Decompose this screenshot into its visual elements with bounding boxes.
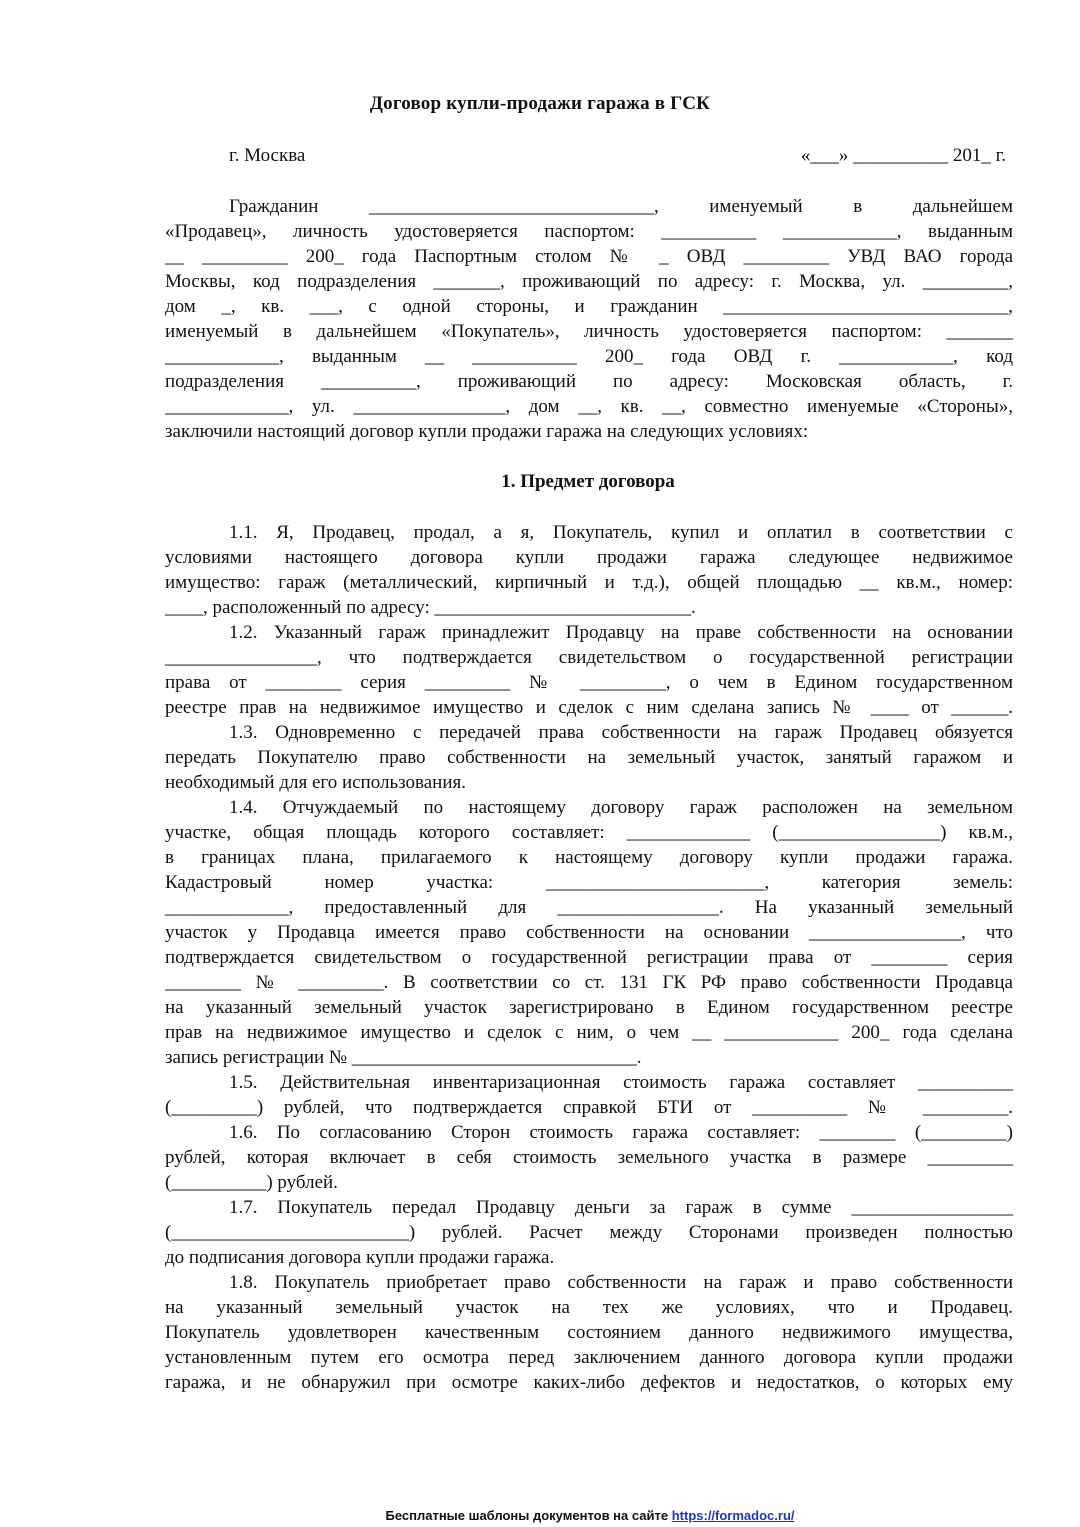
paragraph-line: ________ № _________. В соответствии со ст. 131 ГК РФ право собственности Продавца xyxy=(165,972,1013,993)
paragraph-line: участок у Продавца имеется право собственности на основании ________________, что xyxy=(165,922,1013,943)
paragraph-line: подтверждается свидетельством о государственной регистрации права от ________ серия xyxy=(165,947,1013,968)
paragraph-line: подразделения __________, проживающий по адресу: Московская область, г. xyxy=(165,371,1013,392)
paragraph-line: ________________, что подтверждается свидетельством о государственной регистрации xyxy=(165,647,1013,668)
paragraph-line: имущество: гараж (металлический, кирпичный и т.д.), общей площадью __ кв.м., номер: xyxy=(165,572,1013,593)
paragraph-line: (_________________________) рублей. Расчет между Сторонами произведен полностью xyxy=(165,1222,1013,1243)
footer-link[interactable]: https://formadoc.ru/ xyxy=(671,1508,795,1523)
paragraph-line: 1.1. Я, Продавец, продал, а я, Покупатель, купил и оплатил в соответствии с xyxy=(229,522,1013,543)
paragraph-line: прав на недвижимое имущество и сделок с ним, о чем __ ____________ 200_ года сделана xyxy=(165,1022,1013,1043)
paragraph-line: в границах плана, прилагаемого к настоящему договору купли продажи гаража. xyxy=(165,847,1013,868)
paragraph-line: необходимый для его использования. xyxy=(165,772,466,793)
paragraph-line: ____________, выданным __ ___________ 200_ года ОВД г. ____________, код xyxy=(165,346,1013,367)
paragraph-line: 1.3. Одновременно с передачей права собственности на гараж Продавец обязуется xyxy=(229,722,1013,743)
paragraph-line: участке, общая площадь которого составляет: _____________ (_________________) кв.м., xyxy=(165,822,1013,843)
paragraph-line: передать Покупателю право собственности на земельный участок, занятый гаражом и xyxy=(165,747,1013,768)
paragraph-line: дом _, кв. ___, с одной стороны, и гражданин ______________________________, xyxy=(165,296,1013,317)
paragraph-line: именуемый в дальнейшем «Покупатель», личность удостоверяется паспортом: _______ xyxy=(165,321,1013,342)
paragraph-line: (__________) рублей. xyxy=(165,1172,338,1193)
document-title: Договор купли-продажи гаража в ГСК xyxy=(369,93,711,114)
paragraph-line: __ _________ 200_ года Паспортным столом № _ ОВД _________ УВД ВАО города xyxy=(165,246,1013,267)
paragraph-line: Покупатель удовлетворен качественным состоянием данного недвижимого имущества, xyxy=(165,1322,1013,1343)
footer-text: Бесплатные шаблоны документов на сайте xyxy=(385,1508,669,1523)
paragraph-line: 1.8. Покупатель приобретает право собственности на гараж и право собственности xyxy=(229,1272,1013,1293)
paragraph-line: _____________, предоставленный для _________________. На указанный земельный xyxy=(165,897,1013,918)
paragraph-line: рублей, которая включает в себя стоимость земельного участка в размере _________ xyxy=(165,1147,1013,1168)
footer-note xyxy=(0,1508,1080,1523)
paragraph-line: заключили настоящий договор купли продажи гаража на следующих условиях: xyxy=(165,421,809,442)
paragraph-line: реестре прав на недвижимое имущество и сделок с ним сделана запись № ____ от ______. xyxy=(165,697,1013,718)
paragraph-line: ____, расположенный по адресу: ___________________________. xyxy=(165,597,696,618)
paragraph-line: на указанный земельный участок зарегистрировано в Едином государственном реестре xyxy=(165,997,1013,1018)
paragraph-line: 1.4. Отчуждаемый по настоящему договору гараж расположен на земельном xyxy=(229,797,1013,818)
paragraph-line: 1.7. Покупатель передал Продавцу деньги за гараж в сумме _________________ xyxy=(229,1197,1013,1218)
paragraph-line: 1.2. Указанный гараж принадлежит Продавцу на праве собственности на основании xyxy=(229,622,1013,643)
paragraph-line: до подписания договора купли продажи гаража. xyxy=(165,1247,555,1268)
paragraph-line: на указанный земельный участок на тех же условиях, что и Продавец. xyxy=(165,1297,1013,1318)
paragraph-line: «Продавец», личность удостоверяется паспортом: __________ ____________, выданным xyxy=(165,221,1013,242)
paragraph-line: Кадастровый номер участка: _______________________, категория земель: xyxy=(165,872,1013,893)
paragraph-line: условиями настоящего договора купли продажи гаража следующее недвижимое xyxy=(165,547,1013,568)
paragraph-line: Москвы, код подразделения _______, проживающий по адресу: г. Москва, ул. _________, xyxy=(165,271,1013,292)
place-date-line xyxy=(229,145,1006,167)
paragraph-line: запись регистрации № ______________________________. xyxy=(165,1047,642,1068)
paragraph-line: права от ________ серия _________ № _________, о чем в Едином государственном xyxy=(165,672,1013,693)
paragraph-line: Гражданин ______________________________, именуемый в дальнейшем xyxy=(229,196,1013,217)
paragraph-line: 1.6. По согласованию Сторон стоимость гаража составляет: ________ (_________) xyxy=(229,1122,1013,1143)
section-heading: 1. Предмет договора xyxy=(501,471,675,492)
paragraph-line: 1.5. Действительная инвентаризационная стоимость гаража составляет __________ xyxy=(229,1072,1013,1093)
date-text: «___» __________ 201_ г. xyxy=(800,145,1006,166)
paragraph-line: (_________) рублей, что подтверждается справкой БТИ от __________ № _________. xyxy=(165,1097,1013,1118)
city-text: г. Москва xyxy=(229,145,306,166)
paragraph-line: гаража, и не обнаружил при осмотре каких-либо дефектов и недостатков, о которых ему xyxy=(165,1372,1013,1393)
paragraph-line: _____________, ул. ________________, дом __, кв. __, совместно именуемые «Стороны», xyxy=(165,396,1013,417)
paragraph-line: установленным путем его осмотра перед заключением данного договора купли продажи xyxy=(165,1347,1013,1368)
